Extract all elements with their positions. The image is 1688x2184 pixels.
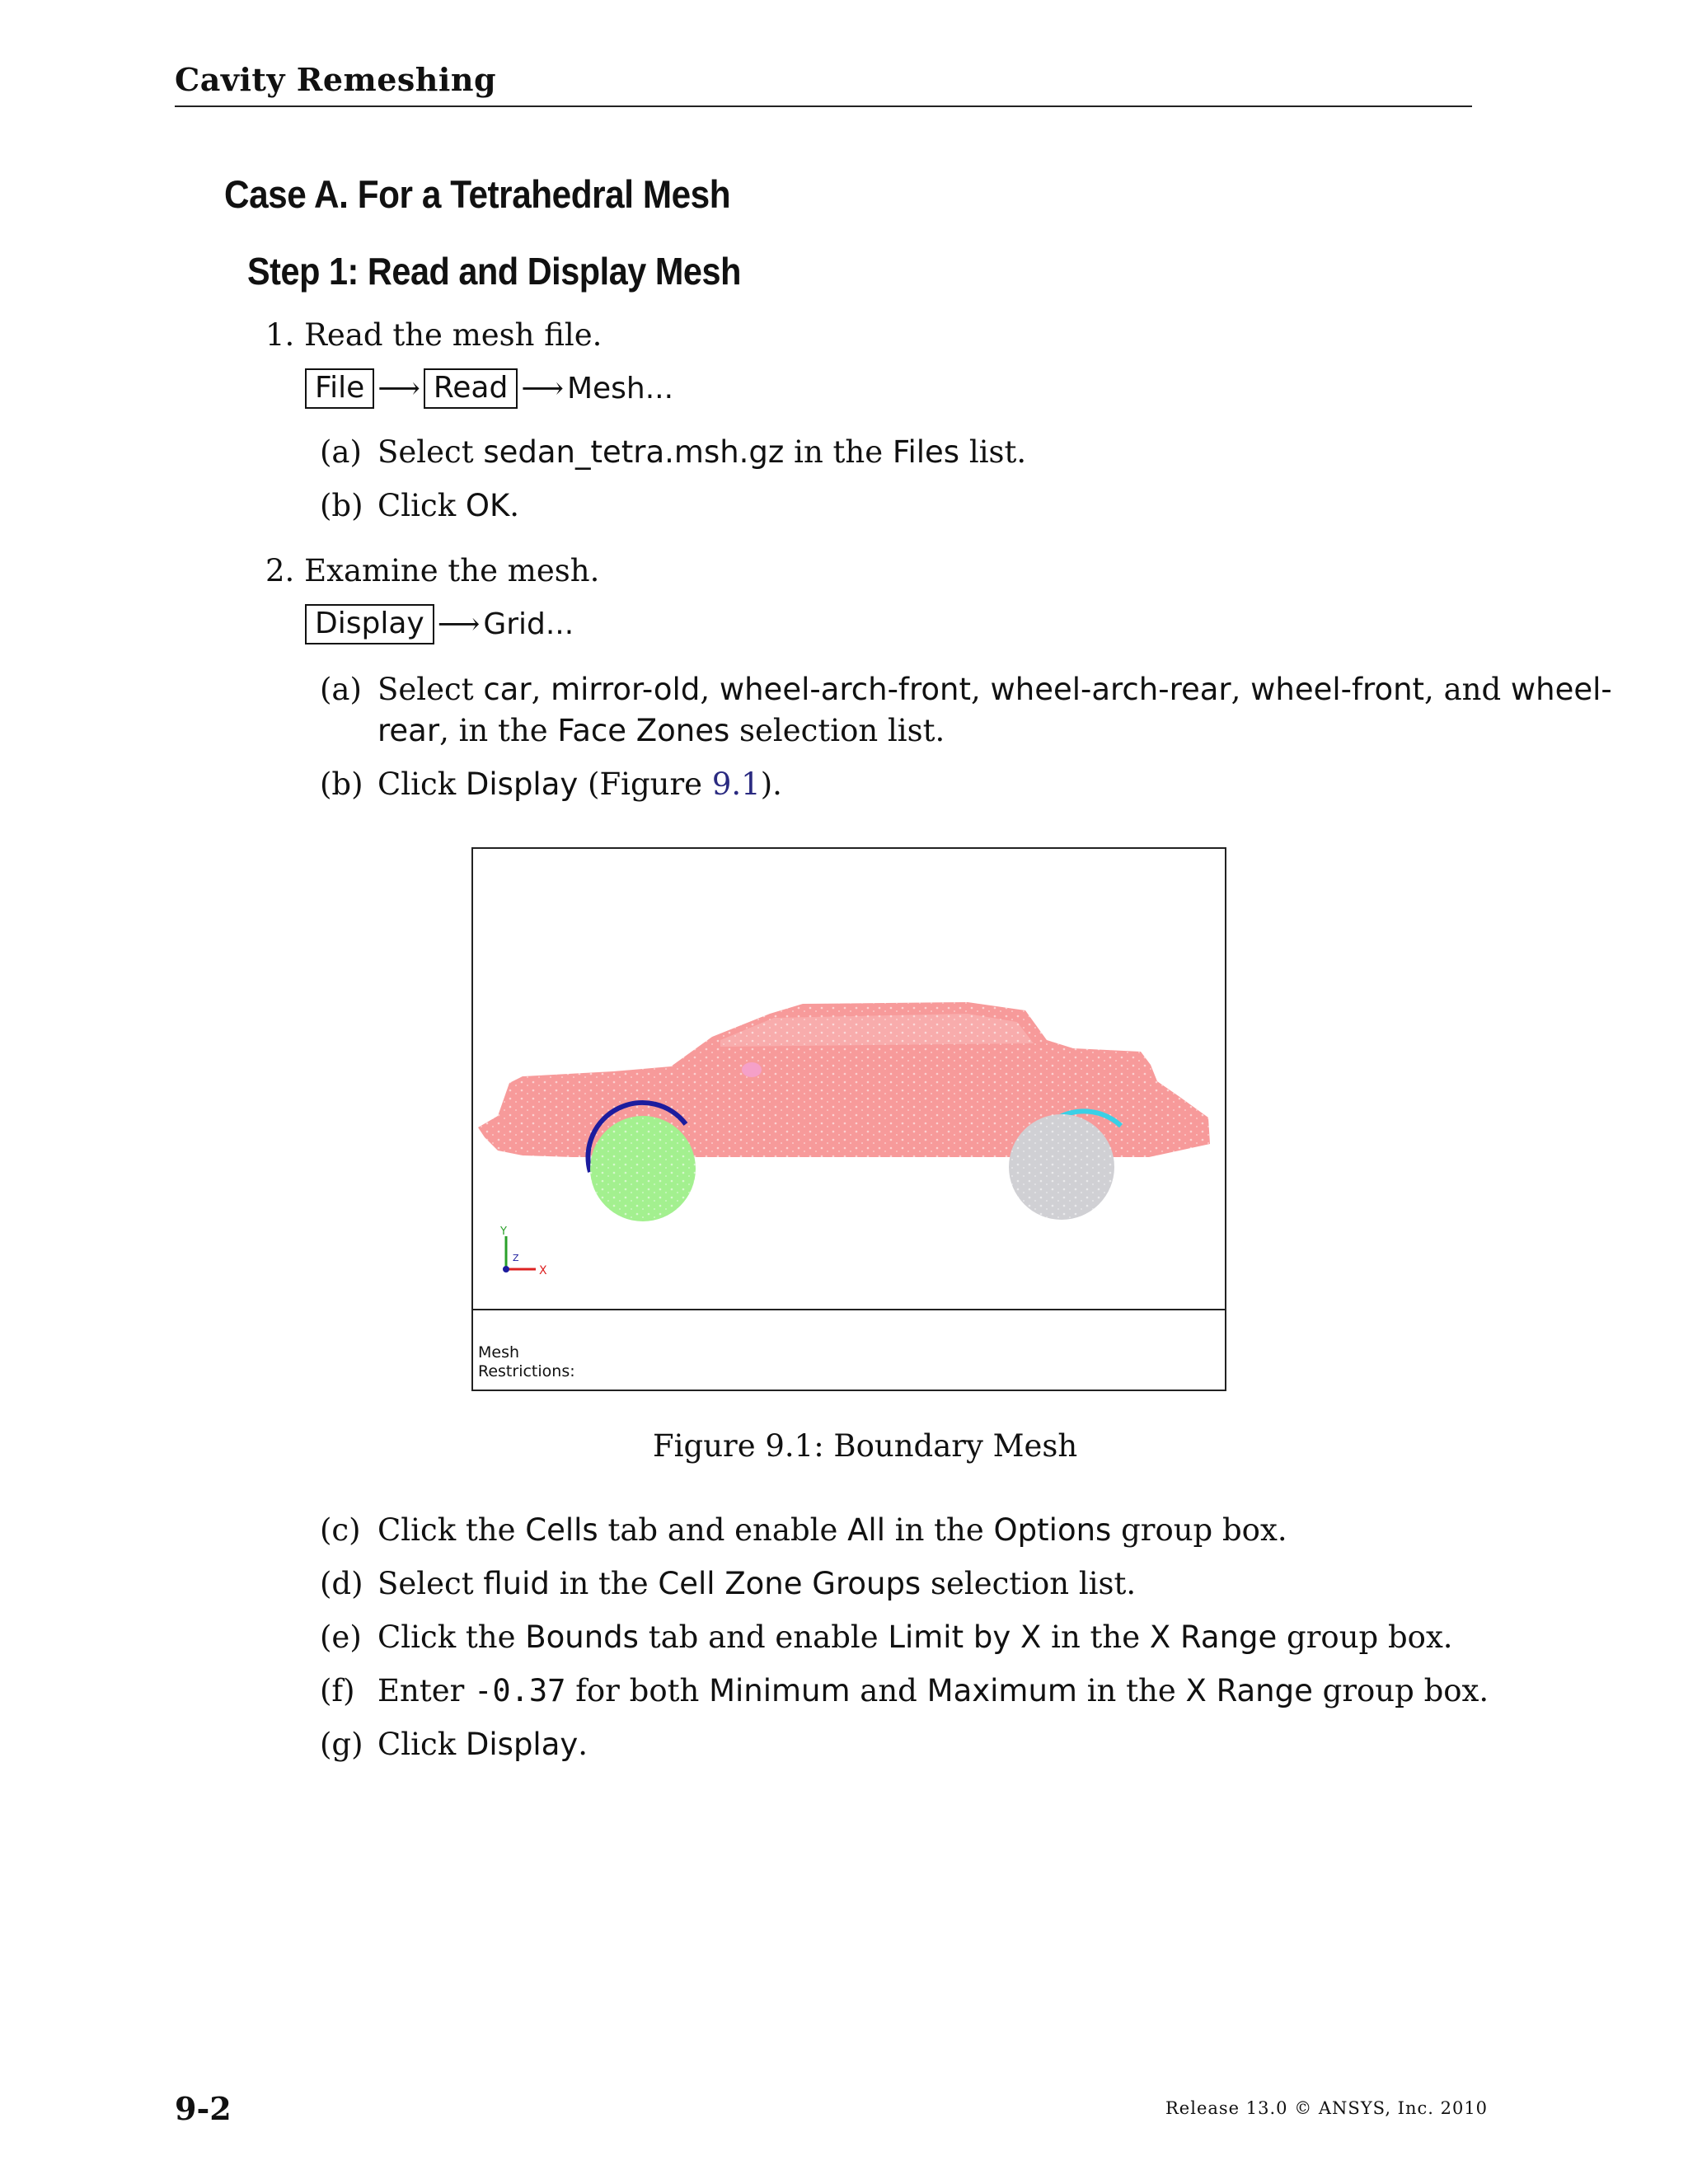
ui-term: All <box>847 1512 885 1548</box>
arrow-icon: ⟶ <box>521 371 564 405</box>
text: , <box>1231 672 1251 707</box>
ui-term: Cell Zone Groups <box>658 1566 921 1601</box>
text: , <box>700 672 720 707</box>
ui-term: Limit by X <box>888 1619 1042 1655</box>
substep-2e <box>320 1620 1453 1656</box>
substep-1b <box>320 489 519 524</box>
zone-name: wheel-arch-front <box>719 672 971 707</box>
text: selection list. <box>921 1566 1137 1601</box>
text: , <box>970 672 991 707</box>
zone-name: mirror-old <box>551 672 701 707</box>
substep-2d <box>320 1567 1136 1602</box>
text: tab and enable <box>638 1619 889 1655</box>
substep-label: (e) <box>320 1619 362 1655</box>
menu-read[interactable]: Read <box>424 368 518 409</box>
substep-label: (a) <box>320 434 362 470</box>
text: Click the <box>377 1619 526 1655</box>
menu-grid[interactable]: Grid... <box>483 607 574 641</box>
text: Click the <box>377 1512 526 1548</box>
list-name: Face Zones <box>557 713 730 748</box>
substep-2a <box>320 673 1612 708</box>
text: in the <box>1041 1619 1150 1655</box>
ok-button-ref: OK <box>465 488 510 523</box>
menu-file[interactable]: File <box>305 368 374 409</box>
mesh-viewport <box>473 849 1225 1310</box>
axis-z-label: Z <box>513 1253 519 1263</box>
file-name: sedan_tetra.msh.gz <box>483 434 785 470</box>
text: selection list. <box>729 713 945 748</box>
menu-mesh[interactable]: Mesh... <box>566 371 674 405</box>
running-header: Cavity Remeshing <box>175 61 497 98</box>
figure-caption: Figure 9.1: Boundary Mesh <box>653 1428 1078 1464</box>
text: in the <box>549 1566 659 1601</box>
text: . <box>578 1727 588 1762</box>
ui-term: X Range <box>1185 1673 1313 1708</box>
text: Click <box>377 766 466 802</box>
figure-divider <box>471 1309 1226 1310</box>
zone-name: wheel-front <box>1250 672 1425 707</box>
list-number: 2. <box>265 553 295 588</box>
zone-name: wheel-arch-rear <box>990 672 1231 707</box>
text: in the <box>1076 1673 1186 1708</box>
text: Select <box>377 672 484 707</box>
z-axis-dot <box>503 1266 509 1272</box>
zone-name: wheel- <box>1510 672 1612 707</box>
list-item-1 <box>265 318 602 354</box>
release-notice: Release 13.0 © ANSYS, Inc. 2010 <box>1165 2098 1489 2118</box>
section-heading: Case A. For a Tetrahedral Mesh <box>224 172 731 216</box>
text: Enter <box>377 1673 475 1708</box>
text: and <box>850 1673 927 1708</box>
step-heading: Step 1: Read and Display Mesh <box>247 250 741 293</box>
axis-triad <box>499 1226 547 1277</box>
axis-x-label: X <box>539 1264 547 1277</box>
viewport-label-restrictions: Restrictions: <box>478 1362 575 1380</box>
substep-label: (b) <box>320 766 363 802</box>
text: Click <box>377 488 466 523</box>
substep-2f <box>320 1674 1489 1709</box>
wheel-front-mesh <box>590 1116 696 1221</box>
text: . <box>509 488 520 523</box>
text: tab and enable <box>598 1512 848 1548</box>
ui-term: Maximum <box>926 1673 1077 1708</box>
substep-label: (a) <box>320 672 362 707</box>
ui-term: fluid <box>483 1566 550 1601</box>
text: for both <box>565 1673 710 1708</box>
zone-name: rear <box>377 713 440 748</box>
arrow-icon: ⟶ <box>437 607 481 641</box>
ui-term: Cells <box>525 1512 598 1548</box>
text: in the <box>784 434 893 470</box>
zone-name: car <box>483 672 532 707</box>
text: group box. <box>1111 1512 1287 1548</box>
wheel-rear-mesh <box>1009 1114 1114 1220</box>
menu-path-file-read-mesh <box>305 368 673 409</box>
substep-label: (f) <box>320 1673 355 1708</box>
list-item-2 <box>265 554 599 589</box>
substep-label: (d) <box>320 1566 363 1601</box>
arrow-icon: ⟶ <box>377 371 420 405</box>
text: Click <box>377 1727 466 1762</box>
ui-term: Minimum <box>709 1673 851 1708</box>
substep-2a-cont <box>377 714 945 749</box>
ui-term: Display <box>465 1727 579 1762</box>
substep-2g <box>320 1727 588 1763</box>
page-number: 9-2 <box>175 2090 232 2127</box>
list-number: 1. <box>265 317 295 353</box>
text: ). <box>760 766 782 802</box>
item-text: Examine the mesh. <box>304 553 600 588</box>
text: list. <box>959 434 1027 470</box>
text: group box. <box>1277 1619 1453 1655</box>
text: Select <box>377 1566 484 1601</box>
substep-label: (c) <box>320 1512 361 1548</box>
ui-term: -0.37 <box>474 1673 566 1708</box>
axis-y-label: Y <box>500 1226 507 1238</box>
text: , in the <box>439 713 558 748</box>
item-text: Read the mesh file. <box>304 317 603 353</box>
substep-label: (b) <box>320 488 363 523</box>
mirror-old <box>742 1062 762 1077</box>
substep-label: (g) <box>320 1727 363 1762</box>
text: (Figure <box>578 766 712 802</box>
text: , and <box>1424 672 1511 707</box>
substep-2b <box>320 767 782 803</box>
figure-link[interactable]: 9.1 <box>711 766 761 802</box>
text: , <box>531 672 551 707</box>
header-rule <box>175 105 1472 107</box>
ui-term: Options <box>993 1512 1112 1548</box>
display-button-ref: Display <box>465 766 579 802</box>
viewport-label-mesh: Mesh <box>478 1343 520 1361</box>
list-name: Files <box>892 434 960 470</box>
ui-term: Bounds <box>525 1619 639 1655</box>
ui-term: X Range <box>1149 1619 1278 1655</box>
text: in the <box>885 1512 994 1548</box>
text: group box. <box>1312 1673 1489 1708</box>
substep-2c <box>320 1513 1287 1549</box>
text: Select <box>377 434 484 470</box>
menu-display[interactable]: Display <box>305 604 434 644</box>
substep-1a <box>320 435 1026 471</box>
menu-path-display-grid <box>305 604 574 644</box>
